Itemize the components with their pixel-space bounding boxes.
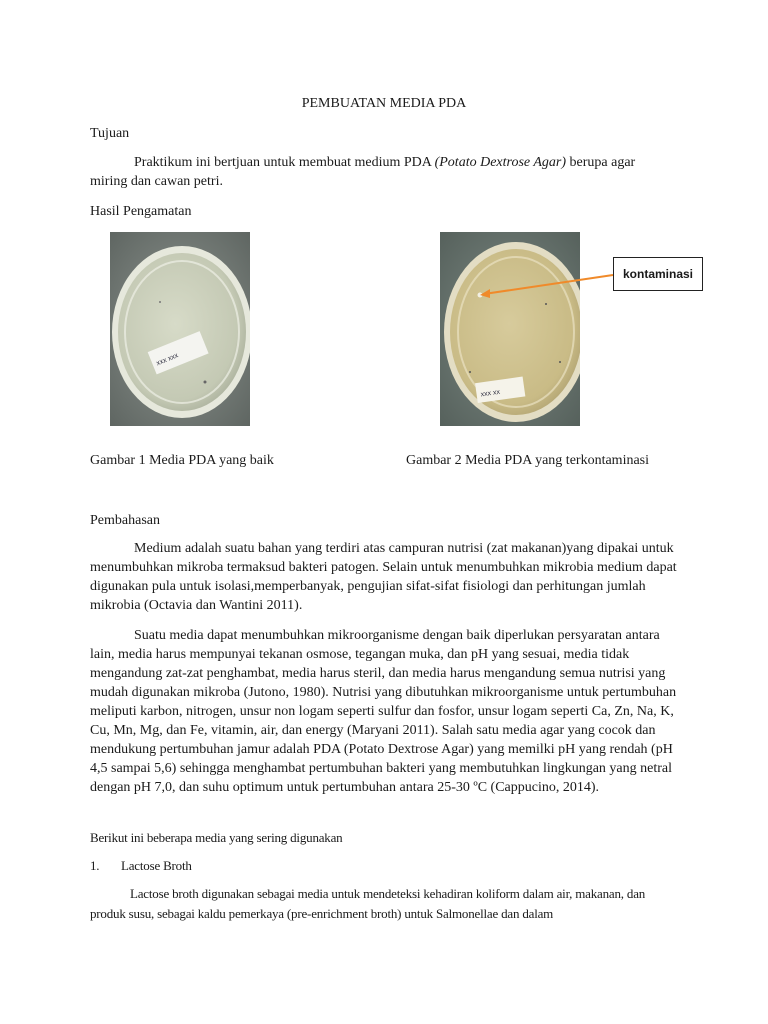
media-list-intro: Berikut ini beberapa media yang sering digunakan (90, 830, 343, 845)
pembahasan-heading: Pembahasan (90, 513, 160, 528)
svg-text:xxx xx: xxx xx (480, 388, 501, 399)
paragraph-media-requirements: Suatu media dapat menumbuhkan mikroorganisme dengan baik diperlukan persyaratan antara lain, media harus mempunyai tekanan osmose, tegangan muka, dan pH yang sesuai, media tidak mengandung zat-zat penghambat, media harus steril, dan media harus mengandung semua nutrisi yang mudah digunakan mikroba (Jutono, 1980). Nutrisi yang dibutuhkan mikroorganisme untuk pertumbuhan meliputi karbon, nitrogen, unsur non logam seperti sulfur dan fosfor, unsur logam seperti Ca, Zn, Na, K, Cu, Mn, Mg, dan Fe, vitamin, air, dan energy (Maryani 2011). Salah satu media agar yang cocok dan mendukung pertumbuhan jamur adalah PDA (Potato Dextrose Agar) yang memilki pH yang rendah (pH 4,5 sampai 5,6) sehingga menghambat pertumbuhan bakteri yang membutuhkan lingkungan yang netral dengan pH 7,0, dan suhu optimum untuk pertumbuhan antara 25-30 ºC (Cappucino, 2014). (90, 628, 677, 795)
svg-text:xxx xxx: xxx xxx (155, 352, 180, 368)
tujuan-text-b: berupa agar (566, 155, 636, 170)
tujuan-text-line2: miring dan cawan petri. (90, 174, 223, 189)
tujuan-text-a: Praktikum ini bertjuan untuk membuat medium PDA (134, 155, 435, 170)
list-item-lactose-broth: Lactose Broth (121, 858, 192, 873)
paragraph-lactose-broth: Lactose broth digunakan sebagai media untuk mendeteksi kehadiran koliform dalam air, makanan, dan produk susu, sebagai kaldu pemerkaya (pre-enrichment broth) untuk Salmonellae dan dalam (90, 886, 646, 921)
hasil-heading: Hasil Pengamatan (90, 204, 192, 219)
tujuan-text-italic: (Potato Dextrose Agar) (434, 155, 567, 170)
list-item-number: 1. (90, 858, 100, 873)
paragraph-medium: Medium adalah suatu bahan yang terdiri atas campuran nutrisi (zat makanan)yang dipakai untuk menumbuhkan mikroba termaksud bakteri patogen. Selain untuk menumbuhkan mikrobia medium dapat digunakan pula untuk isolasi,memperbanyak, pengujian sifat-sifat fisiologi dan perhitungan jumlah mikrobia (Octavia dan Wantini 2011). (90, 541, 677, 613)
figure-caption-2: Gambar 2 Media PDA yang terkontaminasi (406, 453, 650, 468)
document-title: PEMBUATAN MEDIA PDA (301, 96, 467, 111)
figure-caption-1: Gambar 1 Media PDA yang baik (90, 453, 274, 468)
contamination-callout-label: kontaminasi (613, 257, 703, 291)
tujuan-heading: Tujuan (90, 126, 130, 141)
